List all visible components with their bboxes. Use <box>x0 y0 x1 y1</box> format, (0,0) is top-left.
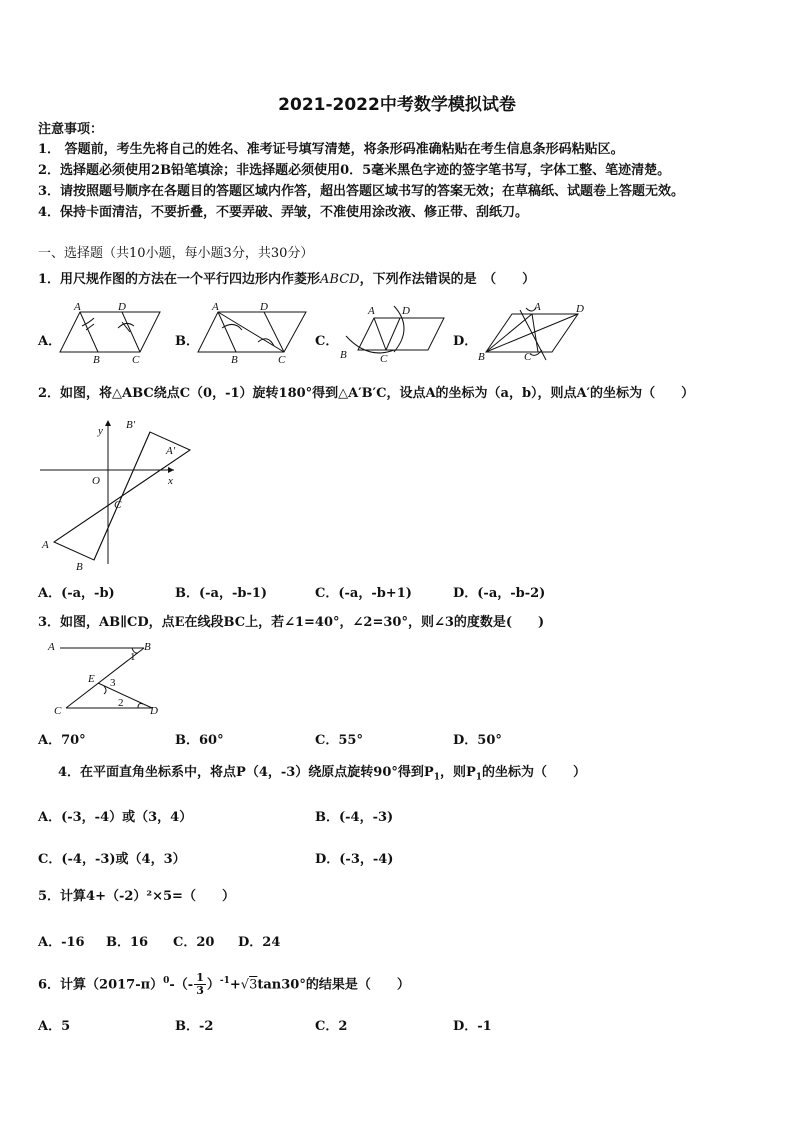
option-c[interactable]: C． <box>315 334 339 349</box>
question-1 <box>38 272 535 288</box>
option-a[interactable]: A．5 <box>38 1019 71 1034</box>
option-b[interactable]: B．16 <box>106 935 149 950</box>
question-1-text2: ，下列作法错误的是 （ ） <box>359 272 536 287</box>
question-1-var: ABCD <box>320 272 360 287</box>
option-a[interactable]: A．(-a，-b) <box>38 586 115 601</box>
svg-text:B: B <box>93 354 100 366</box>
fraction <box>194 972 206 997</box>
notice-item: 2．选择题必须使用2B铅笔填涂；非选择题必须使用0．5毫米黑色字迹的签字笔书写，字体工整、笔迹清楚。 <box>38 163 671 178</box>
svg-text:D: D <box>402 305 410 317</box>
sqrt-radicand: 3 <box>249 977 258 993</box>
question-5: 5．计算4+（-2）²×5=（ ） <box>38 889 235 904</box>
question-4-text-c: 的坐标为（ ） <box>482 765 587 780</box>
question-4-sub: 1 <box>475 772 482 783</box>
svg-text:B: B <box>340 349 347 361</box>
svg-text:B: B <box>478 351 485 363</box>
svg-text:C: C <box>132 354 140 366</box>
option-d[interactable]: D．(-a，-b-2) <box>453 586 546 601</box>
svg-text:C: C <box>380 353 388 365</box>
option-d[interactable]: D． <box>453 334 478 349</box>
svg-text:A: A <box>42 539 49 551</box>
question-4-text-b: ，则P <box>439 765 476 780</box>
option-c[interactable]: C．20 <box>173 935 215 950</box>
svg-text:C: C <box>114 499 122 511</box>
option-b[interactable]: B．60° <box>175 733 224 748</box>
option-a[interactable]: A．-16 <box>38 935 85 950</box>
option-b[interactable]: B． <box>175 334 199 349</box>
svg-text:A: A <box>48 641 55 653</box>
option-d[interactable]: D．-1 <box>453 1019 492 1034</box>
figure-q1-a <box>60 302 170 368</box>
fraction-numerator: 1 <box>196 971 204 985</box>
svg-text:B: B <box>76 561 83 573</box>
question-6-text-e: tan30°的结果是（ ） <box>257 977 410 993</box>
figure-q1-c <box>338 302 448 368</box>
page-title: 2021-2022中考数学模拟试卷 <box>278 95 516 115</box>
option-b[interactable]: B．(-4，-3) <box>315 810 394 825</box>
svg-text:B': B' <box>126 419 136 431</box>
notice-heading: 注意事项： <box>38 122 104 137</box>
question-6-text-b: -（- <box>169 977 194 993</box>
svg-text:y: y <box>98 425 103 437</box>
option-a[interactable]: A．(-3，-4）或（3，4） <box>38 810 193 825</box>
figure-q1-b <box>198 302 308 368</box>
question-6 <box>38 966 410 996</box>
question-6-exp: -1 <box>219 976 230 986</box>
question-4 <box>58 765 586 786</box>
option-d[interactable]: D．50° <box>453 733 502 748</box>
question-2: 2．如图，将△ABC绕点C（0，-1）旋转180°得到△A′B′C，设点A的坐标为（a，b），则点A′的坐标为（ ） <box>38 386 695 401</box>
svg-text:D: D <box>118 301 126 313</box>
question-6-exp: 0 <box>163 976 170 986</box>
svg-text:E: E <box>88 673 95 685</box>
svg-text:C: C <box>524 351 532 363</box>
svg-text:C: C <box>278 354 286 366</box>
figure-q1-d <box>476 302 596 368</box>
svg-text:A: A <box>534 301 541 313</box>
question-4-sub: 1 <box>433 772 440 783</box>
svg-text:O: O <box>92 475 100 487</box>
option-c[interactable]: C．(-a，-b+1) <box>315 586 412 601</box>
notice-item: 1． 答题前，考生先将自己的姓名、准考证号填写清楚，将条形码准确粘贴在考生信息条形码粘贴区。 <box>38 142 624 157</box>
figure-q2 <box>38 414 188 574</box>
notice-item: 4．保持卡面清洁，不要折叠，不要弄破、弄皱，不准使用涂改液、修正带、刮纸刀。 <box>38 205 529 220</box>
option-d[interactable]: D．(-3，-4) <box>315 852 394 867</box>
question-6-text-c: ） <box>206 977 220 993</box>
question-1-text: 1．用尺规作图的方法在一个平行四边形内作菱形 <box>38 272 321 287</box>
svg-text:B: B <box>231 354 238 366</box>
svg-text:x: x <box>168 475 173 487</box>
svg-text:D: D <box>260 301 268 313</box>
svg-text:D: D <box>576 303 584 315</box>
svg-text:A': A' <box>166 445 176 457</box>
option-a[interactable]: A． <box>38 334 62 349</box>
svg-text:D: D <box>150 705 158 717</box>
svg-text:3: 3 <box>110 677 116 689</box>
option-a[interactable]: A．70° <box>38 733 86 748</box>
question-6-text-a: 6．计算（2017-π） <box>38 977 164 993</box>
question-4-text-a: 4．在平面直角坐标系中，将点P（4，-3）绕原点旋转90°得到P <box>58 765 434 780</box>
option-c[interactable]: C．(-4，-3)或（4，3） <box>38 852 186 867</box>
notice-item: 3．请按照题号顺序在各题目的答题区域内作答，超出答题区域书写的答案无效；在草稿纸、试题卷上答题无效。 <box>38 184 685 199</box>
option-b[interactable]: B．(-a，-b-1) <box>175 586 268 601</box>
section-heading: 一、选择题（共10小题，每小题3分，共30分） <box>38 246 314 261</box>
option-b[interactable]: B．-2 <box>175 1019 214 1034</box>
svg-text:C: C <box>54 705 62 717</box>
option-d[interactable]: D．24 <box>238 935 281 950</box>
option-c[interactable]: C．55° <box>315 733 363 748</box>
sqrt-sign: √ <box>240 977 250 993</box>
svg-text:2: 2 <box>118 697 124 709</box>
option-c[interactable]: C．2 <box>315 1019 348 1034</box>
question-6-text-d: + <box>229 977 241 993</box>
svg-text:A: A <box>368 305 375 317</box>
fraction-denominator: 3 <box>196 984 204 998</box>
question-3: 3．如图，AB∥CD，点E在线段BC上，若∠1=40°，∠2=30°，则∠3的度数是( ) <box>38 615 545 630</box>
svg-text:A: A <box>212 301 219 313</box>
svg-text:1: 1 <box>130 651 136 663</box>
svg-text:A: A <box>74 301 81 313</box>
figure-q3 <box>40 638 170 720</box>
svg-text:B: B <box>144 641 151 653</box>
